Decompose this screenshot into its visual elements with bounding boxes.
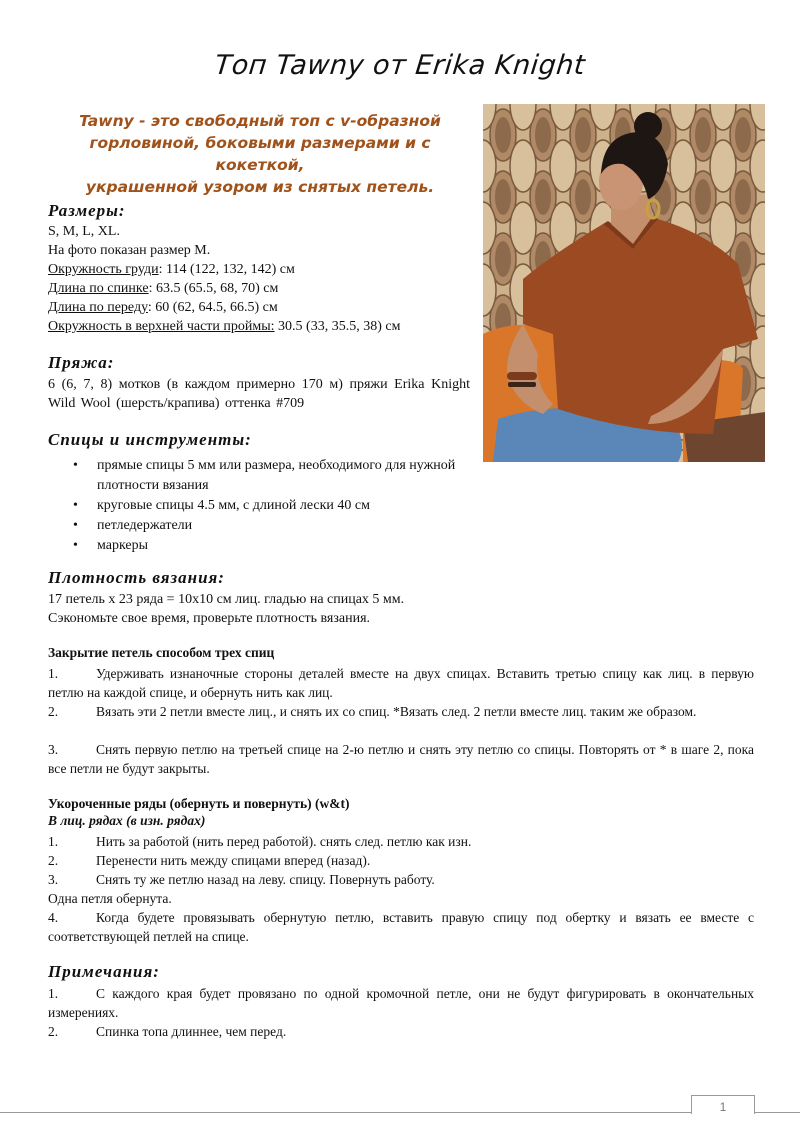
tools-list (70, 456, 470, 556)
sizes-list: S, M, L, XL. (48, 224, 120, 239)
notes-heading: Примечания: (48, 962, 160, 981)
notes-item: 1. С каждого края будет провязано по одной кромочной петле, они не будут фигурировать в окончательных измерениях. (48, 986, 754, 1020)
tools-item: • петледержатели (70, 516, 470, 536)
description-line: горловиной, боковыми размерами и с кокеткой, (89, 134, 431, 174)
measurement-value: 30.5 (33, 35.5, 38) см (274, 319, 401, 334)
description-line: Tawny - это свободный топ с v-образной (79, 112, 441, 130)
tools-item: • круговые спицы 4.5 мм, с длиной лески 40 см (70, 496, 470, 516)
measurement-label: Окружность груди (48, 262, 159, 277)
bullet-icon: • (73, 458, 78, 473)
gauge-heading: Плотность вязания: (48, 568, 225, 587)
bullet-icon: • (73, 538, 78, 553)
description-line: украшенной узором из снятых петель. (85, 178, 435, 196)
bindoff-step: 3. Снять первую петлю на третьей спице на 2-ю петлю и снять эту петлю со спицы. Повторять от * в шаге 2, пока все петли не будут закрыты. (48, 742, 754, 776)
short-rows-step: 4. Когда будете провязывать обернутую петлю, вставить правую спицу под обертку и вязать ее вместе с соответствующей петлей на спице. (48, 910, 754, 944)
short-rows-step: 1. Нить за работой (нить перед работой). снять след. петлю как изн. (48, 834, 472, 849)
measurement-value: : 114 (122, 132, 142) см (158, 262, 295, 277)
measurement-front-length (48, 298, 278, 317)
gauge-line: 17 петель х 23 ряда = 10х10 см лиц. гладью на спицах 5 мм. (48, 592, 405, 607)
short-rows-heading: Укороченные ряды (обернуть и повернуть) (w&t) (48, 796, 350, 811)
short-rows-note: Одна петля обернута. (48, 891, 172, 906)
yarn-text: 6 (6, 7, 8) мотков (в каждом примерно 170 м) пряжи Erika Knight Wild Wool (шерсть/крапива) оттенка #709 (48, 377, 470, 411)
gauge-line: Сэкономьте свое время, проверьте плотность вязания. (48, 611, 371, 626)
measurement-value: : 60 (62, 64.5, 66.5) см (147, 300, 278, 315)
model-photo-illustration (483, 104, 765, 462)
measurement-back-length (48, 279, 278, 298)
model-photo (483, 104, 765, 462)
bullet-icon: • (73, 498, 78, 513)
bindoff-step: 1. Удерживать изнаночные стороны деталей вместе на двух спицах. Вставить третью спицу как лиц. в первую петлю на каждой спице, и обернуть нить как лиц. (48, 666, 754, 700)
page-number: 1 (691, 1095, 755, 1114)
measurement-value: : 63.5 (65.5, 68, 70) см (148, 281, 279, 296)
tools-heading: Спицы и инструменты: (48, 430, 252, 449)
bullet-icon: • (73, 518, 78, 533)
notes-item: 2. Спинка топа длиннее, чем перед. (48, 1024, 287, 1039)
tools-item: • прямые спицы 5 мм или размера, необходимого для нужной плотности вязания (73, 458, 456, 493)
measurement-label: Длина по спинке (48, 281, 149, 296)
measurement-armhole (48, 317, 400, 336)
measurement-label: Окружность в верхней части проймы: (48, 319, 275, 334)
page-title: Топ Tawny от Erika Knight (213, 50, 587, 81)
measurement-label: Длина по переду (48, 300, 148, 315)
short-rows-step: 2. Перенести нить между спицами вперед (назад). (48, 853, 371, 868)
yarn-heading: Пряжа: (48, 353, 115, 372)
sizes-heading: Размеры: (48, 201, 126, 220)
short-rows-step: 3. Снять ту же петлю назад на леву. спицу. Повернуть работу. (48, 872, 435, 887)
footer-rule (0, 1112, 800, 1113)
measurement-chest (48, 260, 295, 279)
short-rows-subheading: В лиц. рядах (в изн. рядах) (48, 813, 206, 828)
size-shown: На фото показан размер М. (48, 243, 211, 258)
pattern-description (45, 110, 475, 198)
bindoff-step: 2. Вязать эти 2 петли вместе лиц., и снять их со спиц. *Вязать след. 2 петли вместе лиц. таким же образом. (48, 704, 697, 719)
bindoff-heading: Закрытие петель способом трех спиц (48, 645, 275, 660)
tools-item: • маркеры (70, 536, 470, 556)
